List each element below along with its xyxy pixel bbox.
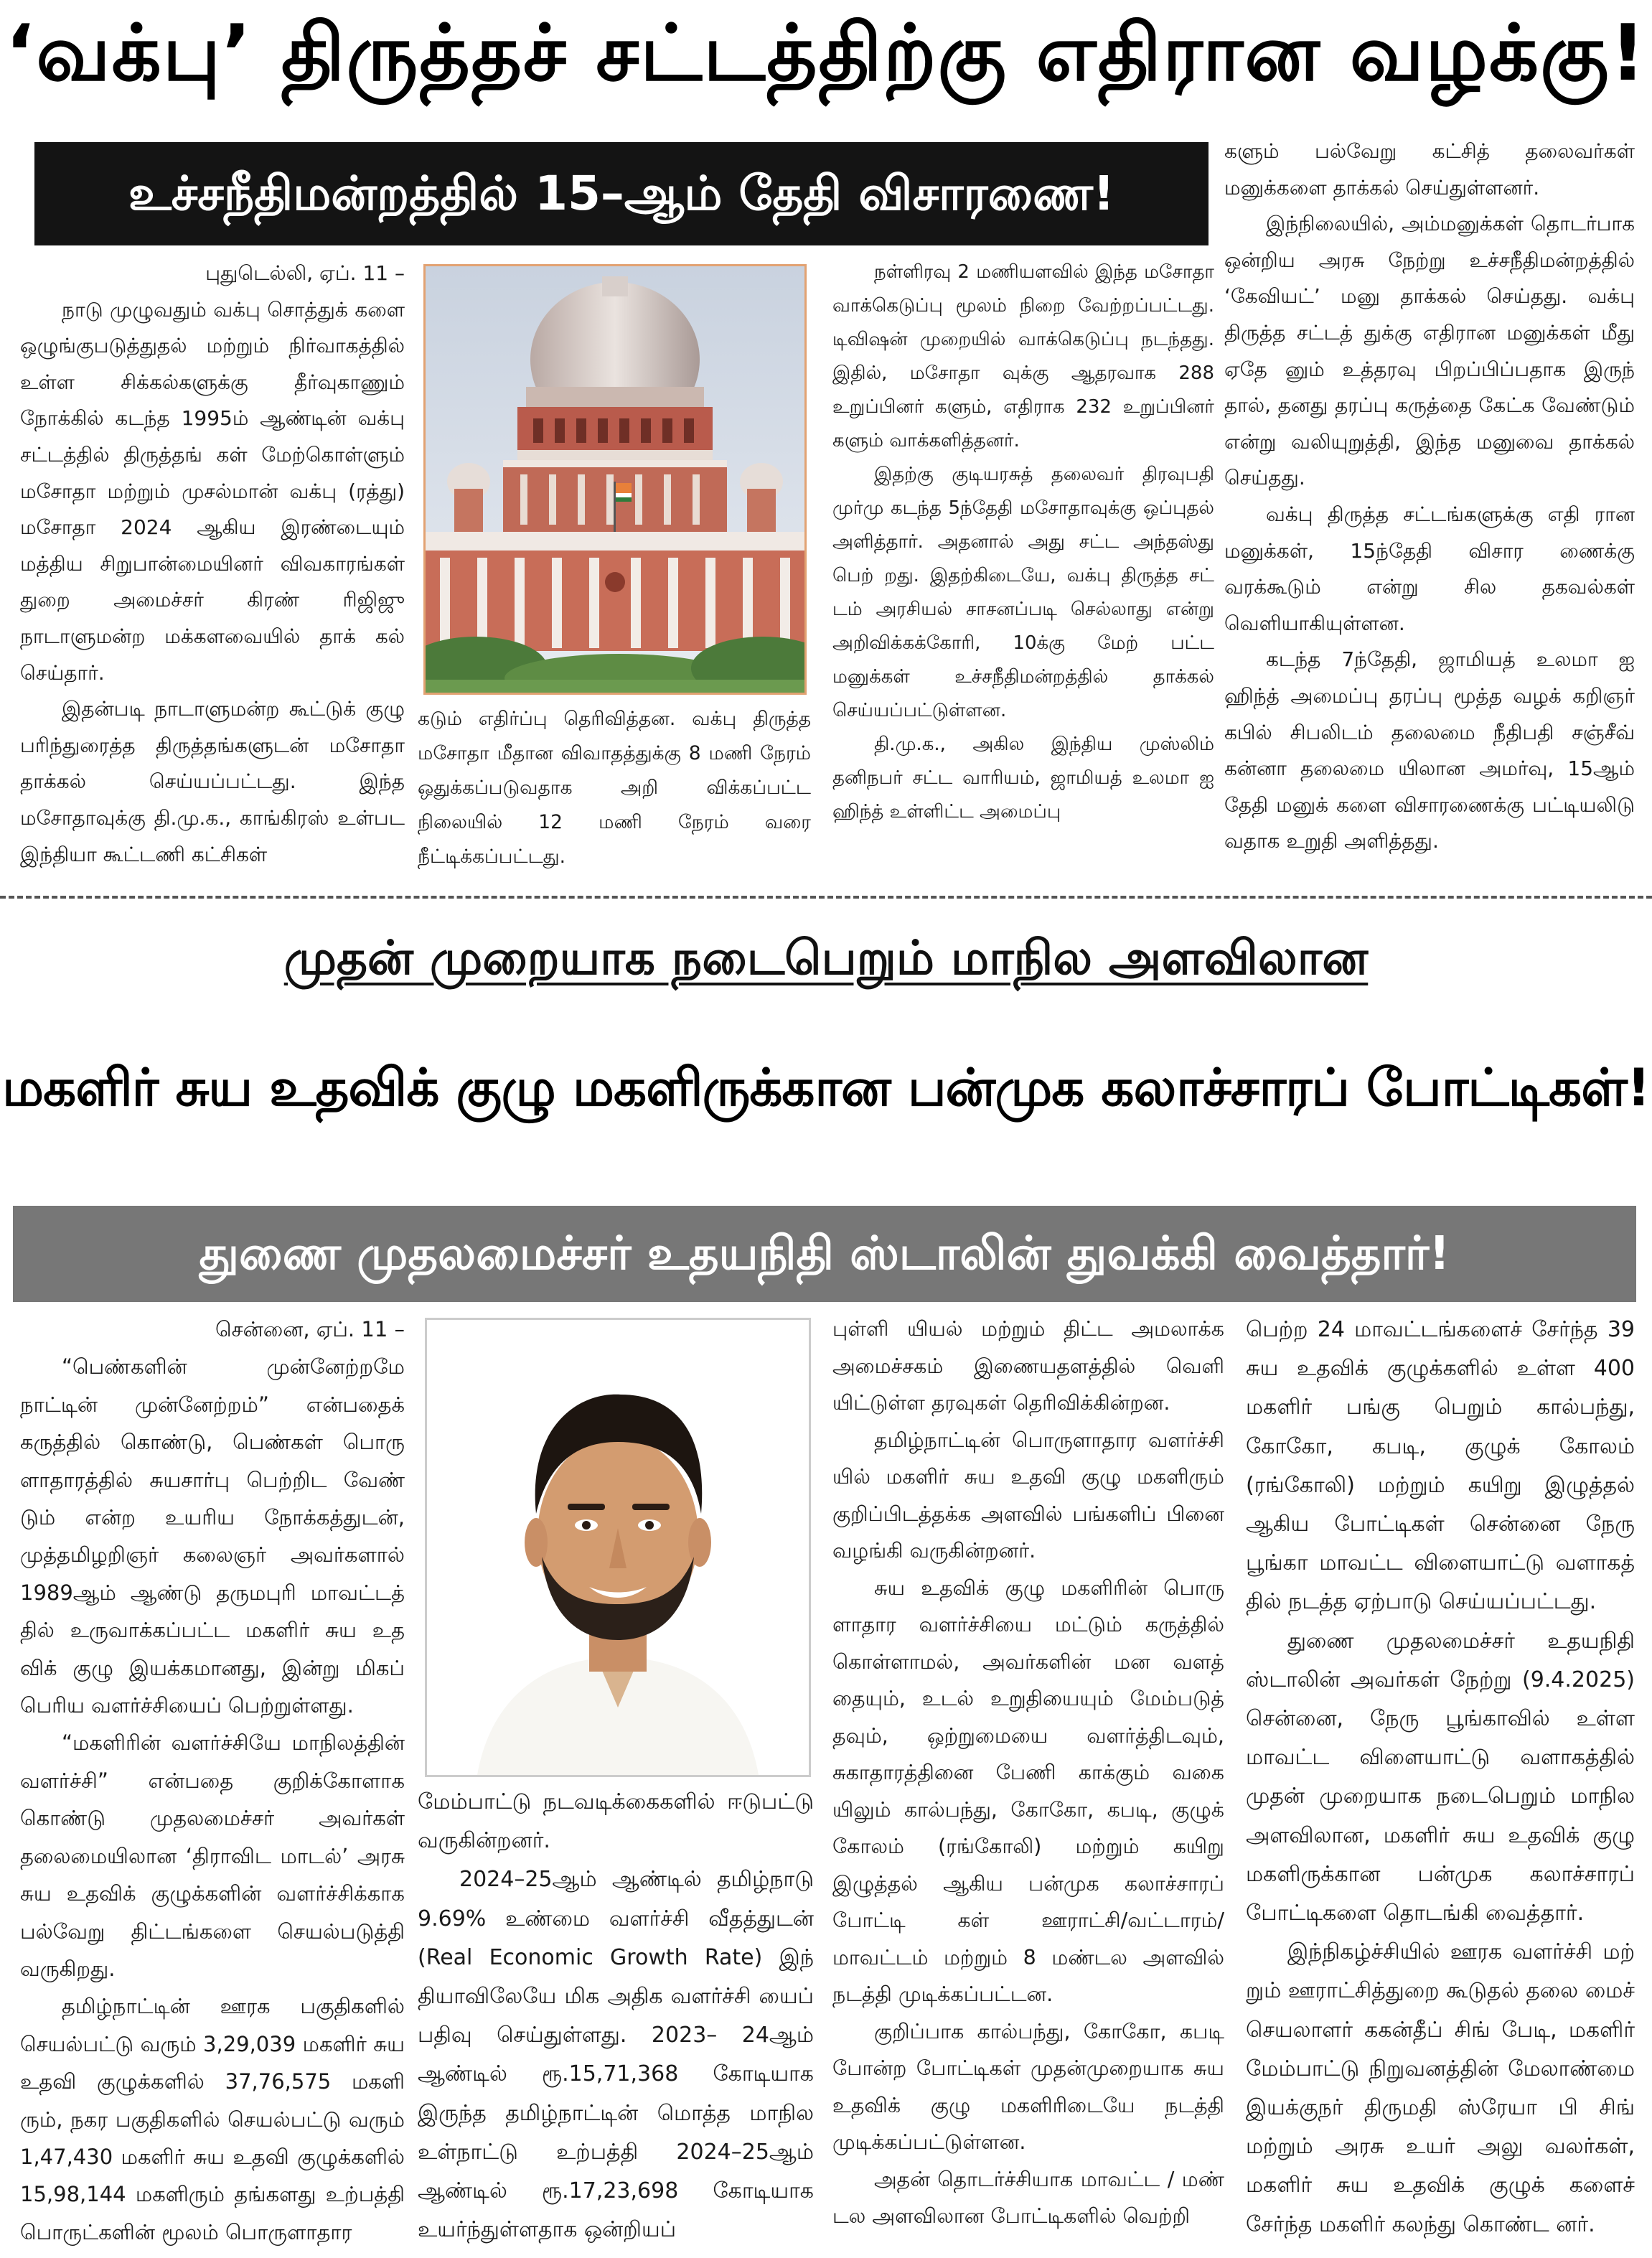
story2-col3-para: புள்ளி யியல் மற்றும் திட்ட அமலாக்க அமைச்சகம் இணையதளத்தில் வெளி யிட்டுள்ள தரவுகள் தெரிவிக்கின்றன. [832, 1317, 1224, 1415]
story1-col4-para: கடந்த 7ந்தேதி, ஜாமியத் உலமா ஐ ஹிந்த் அமைப்பு தரப்பு மூத்த வழக் கறிஞர் கபில் சிபலிடம் தலைமை நீதிபதி சஞ்சீவ் கன்னா தலைமை யிலான அமர்வு, 15ஆம் தேதி மனுக் களை விசாரணைக்கு பட்டியலிடு வதாக உறுதி அளித்தது. [1224, 647, 1635, 853]
story1-col4-para: இந்நிலையில், அம்மனுக்கள் தொடர்பாக ஒன்றிய அரசு நேற்று உச்சநீதிமன்றத்தில் ‘கேவியட்’ மனு தாக்கல் செய்தது. வக்பு திருத்த சட்டத் துக்கு எதிரான மனுக்கள் மீது ஏதே னும் உத்தரவு பிறப்பிப்பதாக இருந் தால், தனது தரப்பு கருத்தை கேட்க வேண்டும் என்று வலியுறுத்தி, இந்த மனுவை தாக்கல் செய்தது. [1224, 212, 1635, 490]
story2-col2-para: 2024–25ஆம் ஆண்டில் தமிழ்நாடு 9.69% உண்மை வளர்ச்சி வீதத்துடன் (Real Economic Growth Rate) இந் தியாவிலேயே மிக அதிக வளர்ச்சி யைப் பதிவு செய்துள்ளது. 2023– 24ஆம் ஆண்டில் ரூ.15,71,368 கோடியாக இருந்த தமிழ்நாட்டின் மொத்த மாநில உள்நாட்டு உற்பத்தி 2024–25ஆம் ஆண்டில் ரூ.17,23,698 கோடியாக உயர்ந்துள்ளதாக ஒன்றியப் [418, 1867, 814, 2243]
story2-headline: மகளிர் சுய உதவிக் குழு மகளிருக்கான பன்முக கலாச்சாரப் போட்டிகள்! [2, 1057, 1650, 1118]
story2-kicker-text: முதன் முறையாக நடைபெறும் மாநில அளவிலான [283, 930, 1369, 985]
section-divider [0, 896, 1652, 899]
story1-subhead-bar: உச்சநீதிமன்றத்தில் 15–ஆம் தேதி விசாரணை! [34, 142, 1209, 245]
story1-col1-para: நாடு முழுவதும் வக்பு சொத்துக் களை ஒழுங்குபடுத்துதல் மற்றும் நிர்வாகத்தில் உள்ள சிக்கல்களுக்கு தீர்வுகாணும் நோக்கில் கடந்த 1995ம் ஆண்டின் வக்பு சட்டத்தில் திருத்தங் கள் மேற்கொள்ளும் மசோதா மற்றும் முசல்மான் வக்பு (ரத்து) மசோதா 2024 ஆகிய இரண்டையும் மத்திய சிறுபான்மையினர் விவகாரங்கள் துறை அமைச்சர் கிரண் ரிஜிஜு நாடாளுமன்ற மக்களவையில் தாக் கல் செய்தார். [20, 297, 405, 685]
story2-subhead-bar: துணை முதலமைச்சர் உதயநிதி ஸ்டாலின் துவக்கி வைத்தார்! [13, 1206, 1636, 1302]
story2-col1-para: “மகளிரின் வளர்ச்சியே மாநிலத்தின் வளர்ச்சி” என்பதை குறிக்கோளாக கொண்டு முதலமைச்சர் அவர்கள் தலைமையிலான ‘திராவிட மாடல்’ அரசு சுய உதவிக் குழுக்களின் வளர்ச்சிக்காக பல்வேறு திட்டங்களை செயல்படுத்தி வருகிறது. [20, 1730, 405, 1981]
supreme-court-building-image [426, 266, 804, 693]
story2-column-1 [20, 1311, 405, 2251]
story1-column-3 [832, 256, 1214, 873]
story2-kicker [0, 919, 1652, 998]
story1-col4-para: வக்பு திருத்த சட்டங்களுக்கு எதி ரான மனுக்கள், 15ந்தேதி விசார ணைக்கு வரக்கூடும் என்று சில தகவல்கள் வெளியாகியுள்ளன. [1224, 502, 1635, 635]
story1-column-2 [418, 702, 811, 874]
udhayanidhi-portrait-photo [425, 1318, 811, 1777]
story2-column-3 [832, 1311, 1224, 2251]
story2-dateline: சென்னை, ஏப். 11 – [215, 1317, 405, 1341]
story1-headline: ‘வக்பு’ திருத்தச் சட்டத்திற்கு எதிரான வழக்கு! [5, 9, 1647, 98]
story1-dateline: புதுடெல்லி, ஏப். 11 – [205, 261, 405, 285]
story2-col4-para: துணை முதலமைச்சர் உதயநிதி ஸ்டாலின் அவர்கள் நேற்று (9.4.2025) சென்னை, நேரு பூங்காவில் உள்ள மாவட்ட விளையாட்டு வளாகத்தில் முதன் முறையாக நடைபெறும் மாநில அளவிலான, மகளிர் சுய உதவிக் குழு மகளிருக்கான பன்முக கலாச்சாரப் போட்டிகளை தொடங்கி வைத்தார். [1246, 1628, 1635, 1926]
portrait-image [427, 1320, 809, 1775]
story1-col4-para: களும் பல்வேறு கட்சித் தலைவர்கள் மனுக்களை தாக்கல் செய்துள்ளனர். [1224, 139, 1635, 200]
supreme-court-photo [423, 264, 807, 695]
story1-column-4 [1224, 133, 1635, 873]
story1-column-1 [20, 256, 405, 873]
story2-col4-para: இந்நிகழ்ச்சியில் ஊரக வளர்ச்சி மற் றும் ஊராட்சித்துறை கூடுதல் தலை மைச் செயலாளர் ககன்தீப் சிங் பேடி, மகளிர் மேம்பாட்டு நிறுவனத்தின் மேலாண்மை இயக்குநர் திருமதி ஸ்ரேயா பி சிங் மற்றும் அரசு உயர் அலு வலர்கள், மகளிர் சுய உதவிக் குழுக் களைச் சேர்ந்த மகளிர் கலந்து கொண்ட னர். [1246, 1939, 1635, 2237]
story2-col3-para: அதன் தொடர்ச்சியாக மாவட்ட / மண் டல அளவிலான போட்டிகளில் வெற்றி [832, 2167, 1224, 2228]
story2-col4-para: பெற்ற 24 மாவட்டங்களைச் சேர்ந்த 39 சுய உதவிக் குழுக்களில் உள்ள 400 மகளிர் பங்கு பெறும் கால்பந்து, கோகோ, கபடி, குழுக் கோலம் (ரங்கோலி) மற்றும் கயிறு இழுத்தல் ஆகிய போட்டிகள் சென்னை நேரு பூங்கா மாவட்ட விளையாட்டு வளாகத் தில் நடத்த ஏற்பாடு செய்யப்பட்டது. [1246, 1317, 1635, 1615]
story2-col2-para: மேம்பாட்டு நடவடிக்கைகளில் ஈடுபட்டு வருகின்றனர். [418, 1789, 814, 1854]
story1-col3-para: தி.மு.க., அகில இந்திய முஸ்லிம் தனிநபர் சட்ட வாரியம், ஜாமியத் உலமா ஐ ஹிந்த் உள்ளிட்ட அமைப்பு [832, 734, 1214, 823]
story1-col3-para: நள்ளிரவு 2 மணியளவில் இந்த மசோதா வாக்கெடுப்பு மூலம் நிறை வேற்றப்பட்டது. டிவிஷன் முறையில் வாக்கெடுப்பு நடந்தது. இதில், மசோதா வுக்கு ஆதரவாக 288 உறுப்பினர் களும், எதிராக 232 உறுப்பினர் களும் வாக்களித்தனர். [832, 261, 1214, 451]
story2-col3-para: சுய உதவிக் குழு மகளிரின் பொரு ளாதார வளர்ச்சியை மட்டும் கருத்தில் கொள்ளாமல், அவர்களின் மன வளத் தையும், உடல் உறுதியையும் மேம்படுத் தவும், ஒற்றுமையை வளர்த்திடவும், சுகாதாரத்தினை பேணி காக்கும் வகை யிலும் கால்பந்து, கோகோ, கபடி, குழுக் கோலம் (ரங்கோலி) மற்றும் கயிறு இழுத்தல் ஆகிய பன்முக கலாச்சாரப் போட்டி கள் ஊராட்சி/வட்டாரம்/மாவட்டம் மற்றும் 8 மண்டல அளவில் நடத்தி முடிக்கப்பட்டன. [832, 1575, 1224, 2006]
story2-col3-para: தமிழ்நாட்டின் பொருளாதார வளர்ச்சி யில் மகளிர் சுய உதவி குழு மகளிரும் குறிப்பிடத்தக்க அளவில் பங்களிப் பினை வழங்கி வருகின்றனர். [832, 1428, 1224, 1563]
story1-col3-para: இதற்கு குடியரசுத் தலைவர் திரவுபதி முர்மு கடந்த 5ந்தேதி மசோதாவுக்கு ஒப்புதல் அளித்தார். அதனால் அது சட்ட அந்தஸ்து பெற் றது. இதற்கிடையே, வக்பு திருத்த சட் டம் அரசியல் சாசனப்படி செல்லாது என்று அறிவிக்கக்கோரி, 10க்கு மேற் பட்ட மனுக்கள் உச்சநீதிமன்றத்தில் தாக்கல் செய்யப்பட்டுள்ளன. [832, 464, 1214, 721]
story2-col3-para: குறிப்பாக கால்பந்து, கோகோ, கபடி போன்ற போட்டிகள் முதன்முறையாக சுய உதவிக் குழு மகளிரிடையே நடத்தி முடிக்கப்பட்டுள்ளன. [832, 2019, 1224, 2154]
story2-column-2 [418, 1783, 814, 2249]
story2-col1-para: “பெண்களின் முன்னேற்றமே நாட்டின் முன்னேற்றம்” என்பதைக் கருத்தில் கொண்டு, பெண்கள் பொரு ளாதாரத்தில் சுயசார்பு பெற்றிட வேண் டும் என்ற உயரிய நோக்கத்துடன், முத்தமிழறிஞர் கலைஞர் அவர்களால் 1989ஆம் ஆண்டு தருமபுரி மாவட்டத் தில் உருவாக்கப்பட்ட மகளிர் சுய உத விக் குழு இயக்கமானது, இன்று மிகப் பெரிய வளர்ச்சியைப் பெற்றுள்ளது. [20, 1354, 405, 1718]
story2-col1-para: தமிழ்நாட்டின் ஊரக பகுதிகளில் செயல்பட்டு வரும் 3,29,039 மகளிர் சுய உதவி குழுக்களில் 37,76,575 மகளி ரும், நகர பகுதிகளில் செயல்பட்டு வரும் 1,47,430 மகளிர் சுய உதவி குழுக்களில் 15,98,144 மகளிரும் தங்களது உற்பத்தி பொருட்களின் மூலம் பொருளாதார [20, 1994, 405, 2244]
story1-col2-para: கடும் எதிர்ப்பு தெரிவித்தன. வக்பு திருத்த மசோதா மீதான விவாதத்துக்கு 8 மணி நேரம் ஒதுக்கப்படுவதாக அறி விக்கப்பட்ட நிலையில் 12 மணி நேரம் வரை நீட்டிக்கப்பட்டது. [418, 708, 811, 868]
story1-col1-para: இதன்படி நாடாளுமன்ற கூட்டுக் குழு பரிந்துரைத்த திருத்தங்களுடன் மசோதா தாக்கல் செய்யப்பட்டது. இந்த மசோதாவுக்கு தி.மு.க., காங்கிரஸ் உள்பட இந்தியா கூட்டணி கட்சிகள் [20, 697, 405, 866]
story2-column-4 [1246, 1311, 1635, 2251]
